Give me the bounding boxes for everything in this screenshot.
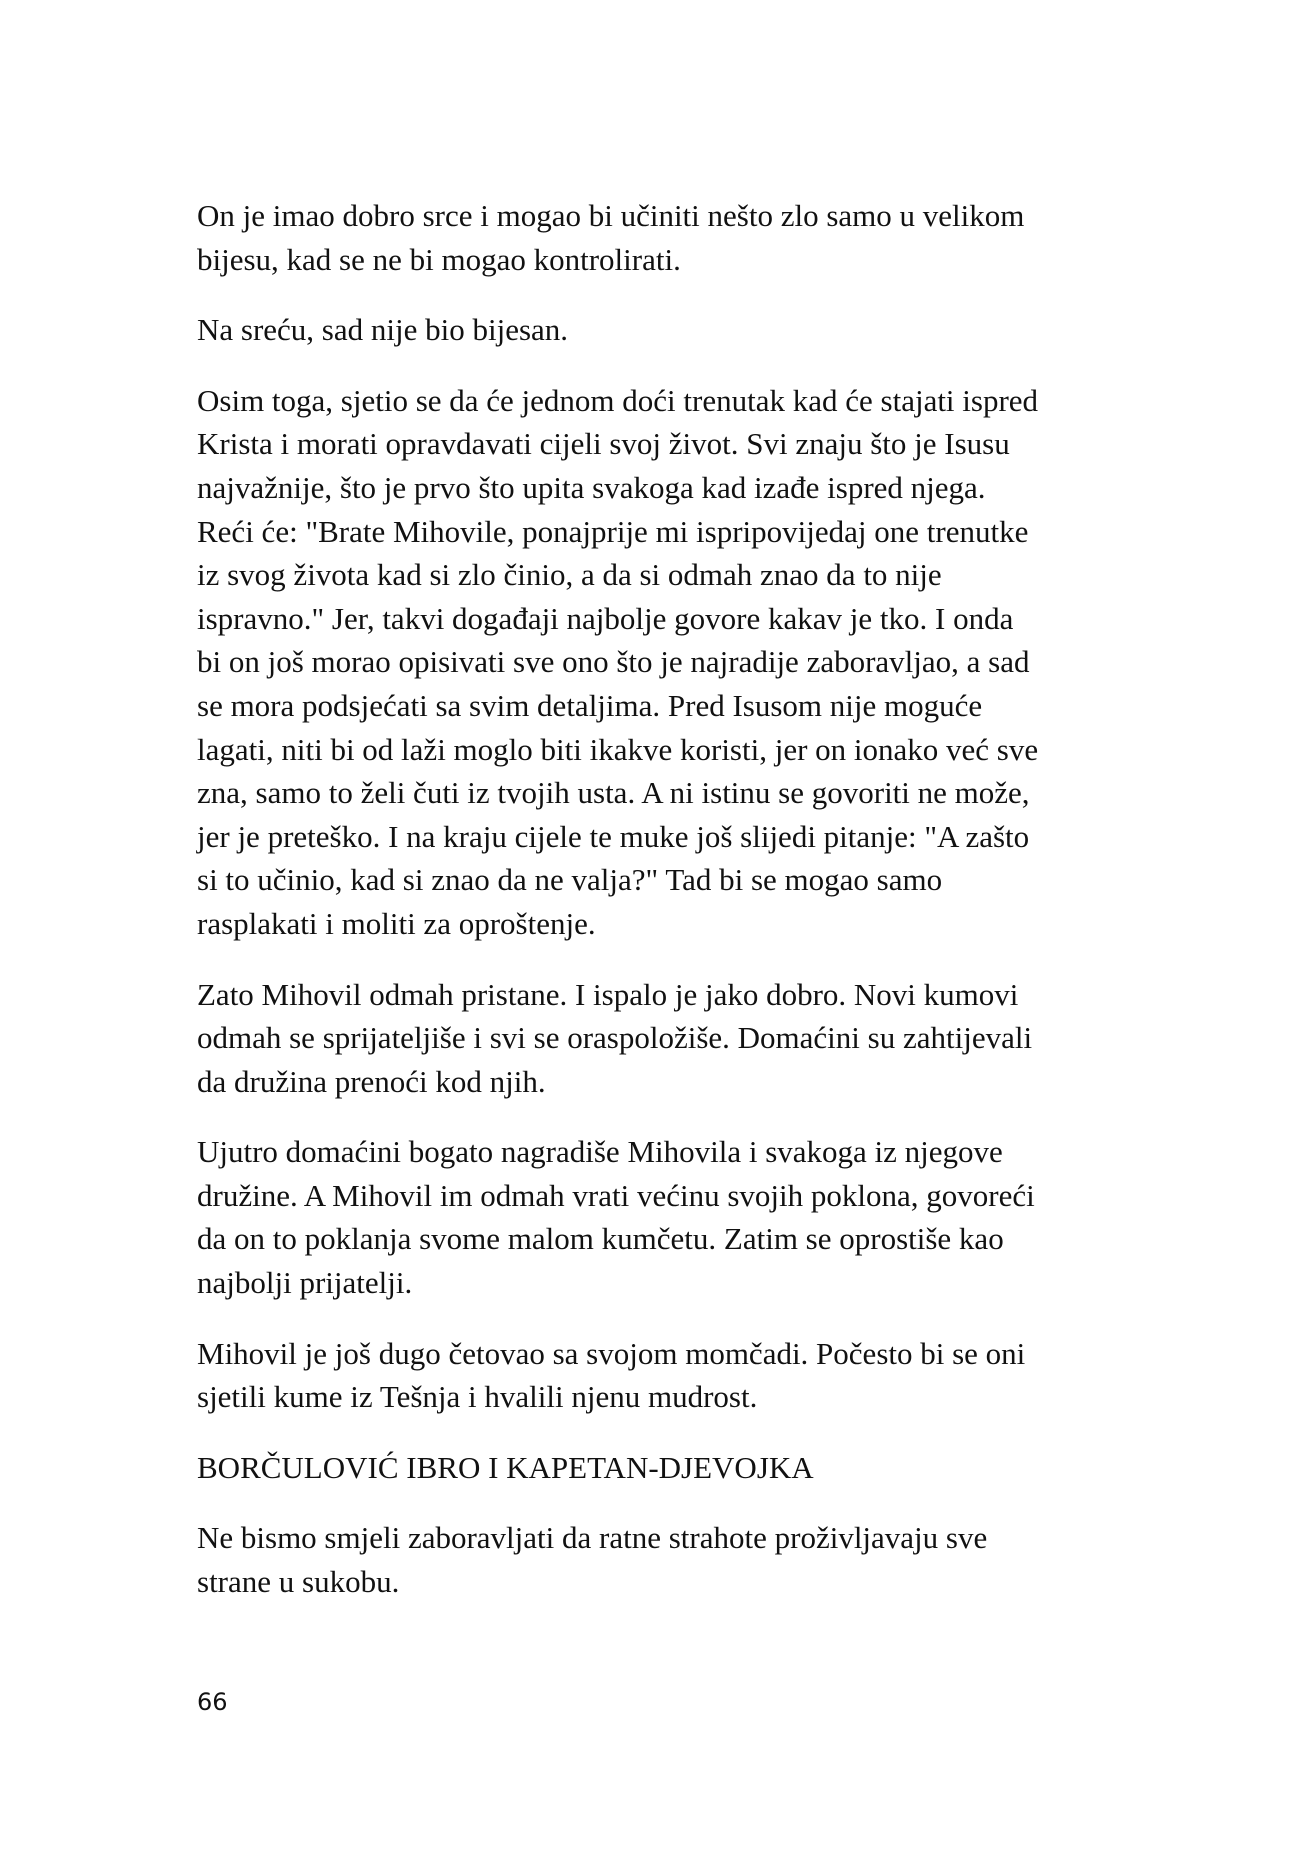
paragraph: On je imao dobro srce i mogao bi učiniti nešto zlo samo u velikom bijesu, kad se ne bi mogao kontrolirati. <box>197 198 1025 277</box>
paragraph: Ne bismo smjeli zaboravljati da ratne strahote proživljavaju sve strane u sukobu. <box>197 1520 988 1600</box>
page-number: 66 <box>197 1688 228 1716</box>
paragraph: Zato Mihovil odmah pristane. I ispalo je jako dobro. Novi kumovi odmah se sprijateljiše i svi se oraspoložiše. Domaćini su zahtijevali da družina prenoći kod njih. <box>197 976 1033 1099</box>
paragraph: Na sreću, sad nije bio bijesan. <box>197 312 569 348</box>
paragraph: Ujutro domaćini bogato nagradiše Mihovila i svakoga iz njegove družine. A Mihovil im odmah vrati većinu svojih poklona, govoreći da on to poklanja svome malom kumčetu. Zatim se oprostiše kao najbolji prijatelji. <box>197 1134 1035 1301</box>
section-heading: BORČULOVIĆ IBRO I KAPETAN-DJEVOJKA <box>197 1449 814 1485</box>
paragraph: Osim toga, sjetio se da će jednom doći trenutak kad će stajati ispred Krista i morati opravdavati cijeli svoj život. Svi znaju što je Isusu najvažnije, što je prvo što upita svakoga kad izađe ispred njega. Reći će: "Brate Mihovile, ponajprije mi ispripovijedaj one trenutke iz svog života kad si zlo činio, a da si odmah znao da to nije ispravno." Jer, takvi događaji najbolje govore kakav je tko. I onda bi on još morao opisivati sve ono što je najradije zaboravljao, a sad se mora podsjećati sa svim detaljima. Pred Isusom nije moguće lagati, niti bi od laži moglo biti ikakve koristi, jer on ionako već sve zna, samo to želi čuti iz tvojih usta. A ni istinu se govoriti ne može, jer je preteško. I na kraju cijele te muke još slijedi pitanje: "A zašto si to učinio, kad si znao da ne valja?" Tad bi se mogao samo rasplakati i moliti za oproštenje. <box>197 382 1039 941</box>
body-text <box>197 194 1137 1631</box>
paragraph: Mihovil je još dugo četovao sa svojom momčadi. Počesto bi se oni sjetili kume iz Tešnja i hvalili njenu mudrost. <box>197 1335 1026 1415</box>
